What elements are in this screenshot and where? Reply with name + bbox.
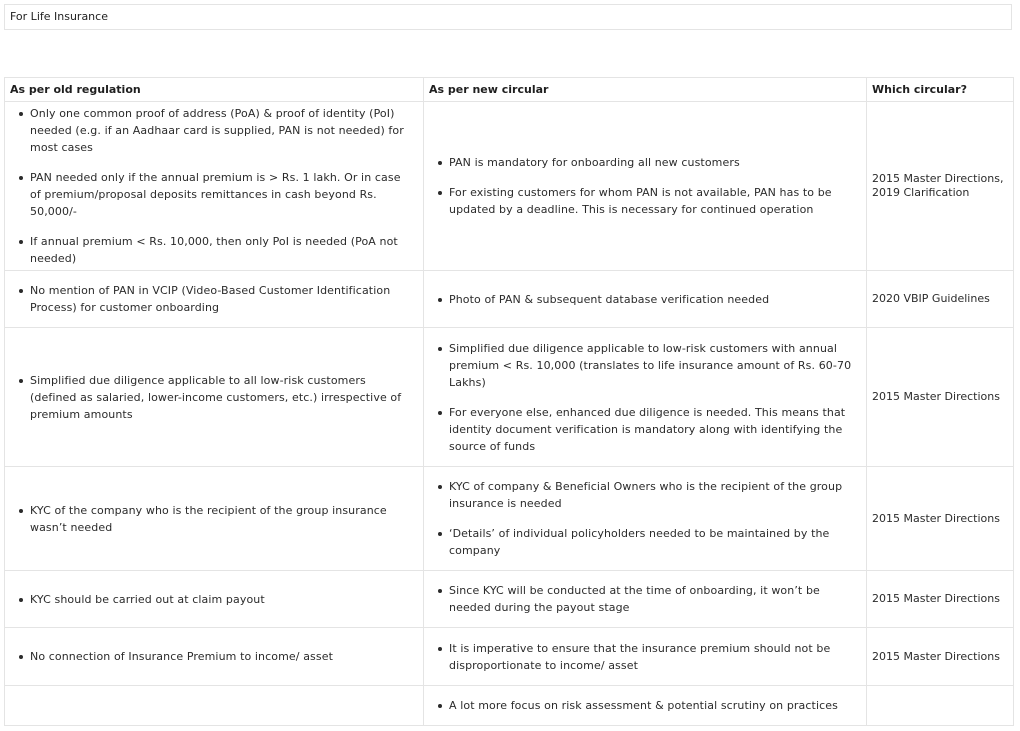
list-item: Only one common proof of address (PoA) & proof of identity (PoI) needed (e.g. if an Aadhaar card is supplied, PAN is not needed) for most cases [30,105,409,156]
circular-cell: 2015 Master Directions [867,467,1014,571]
old-regulation-cell [5,271,424,328]
new-circular-cell [424,686,867,726]
column-header-circular: Which circular? [867,78,1014,102]
new-circular-cell [424,102,867,271]
old-regulation-cell [5,328,424,467]
header-row [5,78,1014,102]
list-item: It is imperative to ensure that the insurance premium should not be disproportionate to income/ asset [449,640,852,674]
column-header-old: As per old regulation [5,78,424,102]
table-row [5,686,1014,726]
column-header-new: As per new circular [424,78,867,102]
list-item: Since KYC will be conducted at the time of onboarding, it won’t be needed during the payout stage [449,582,852,616]
circular-cell [867,686,1014,726]
new-circular-cell [424,328,867,467]
new-circular-cell [424,271,867,328]
table-title: For Life Insurance [4,4,1012,30]
list-item: For existing customers for whom PAN is not available, PAN has to be updated by a deadline. This is necessary for continued operation [449,184,852,218]
circular-cell: 2020 VBIP Guidelines [867,271,1014,328]
list-item: KYC of company & Beneficial Owners who is the recipient of the group insurance is needed [449,478,852,512]
new-circular-cell [424,628,867,686]
circular-cell: 2015 Master Directions [867,328,1014,467]
new-circular-cell [424,571,867,628]
list-item: PAN needed only if the annual premium is > Rs. 1 lakh. Or in case of premium/proposal deposits remittances in cash beyond Rs. 50,000/- [30,169,409,220]
list-item: If annual premium < Rs. 10,000, then only PoI is needed (PoA not needed) [30,233,409,267]
old-regulation-cell [5,571,424,628]
table-row [5,102,1014,271]
table-row [5,328,1014,467]
list-item: Simplified due diligence applicable to all low-risk customers (defined as salaried, lower-income customers, etc.) irrespective of premium amounts [30,372,409,423]
list-item: PAN is mandatory for onboarding all new customers [449,154,852,171]
regulation-comparison-table [4,77,1014,726]
circular-cell: 2015 Master Directions [867,571,1014,628]
table-row [5,571,1014,628]
old-regulation-cell [5,467,424,571]
old-regulation-cell [5,686,424,726]
list-item: For everyone else, enhanced due diligence is needed. This means that identity document verification is mandatory along with identifying the source of funds [449,404,852,455]
list-item: ‘Details’ of individual policyholders needed to be maintained by the company [449,525,852,559]
table-row [5,467,1014,571]
list-item: No mention of PAN in VCIP (Video-Based Customer Identification Process) for customer onboarding [30,282,409,316]
old-regulation-cell [5,628,424,686]
list-item: KYC should be carried out at claim payout [30,591,409,608]
table-row [5,628,1014,686]
old-regulation-cell [5,102,424,271]
circular-cell: 2015 Master Directions, 2019 Clarification [867,102,1014,271]
list-item: KYC of the company who is the recipient of the group insurance wasn’t needed [30,502,409,536]
list-item: Simplified due diligence applicable to low-risk customers with annual premium < Rs. 10,000 (translates to life insurance amount of Rs. 60-70 Lakhs) [449,341,852,389]
list-item: Photo of PAN & subsequent database verification needed [449,291,852,308]
new-circular-cell [424,467,867,571]
list-item: A lot more focus on risk assessment & potential scrutiny on practices [449,697,852,714]
circular-cell: 2015 Master Directions [867,628,1014,686]
list-item: No connection of Insurance Premium to income/ asset [30,648,409,665]
table-row [5,271,1014,328]
